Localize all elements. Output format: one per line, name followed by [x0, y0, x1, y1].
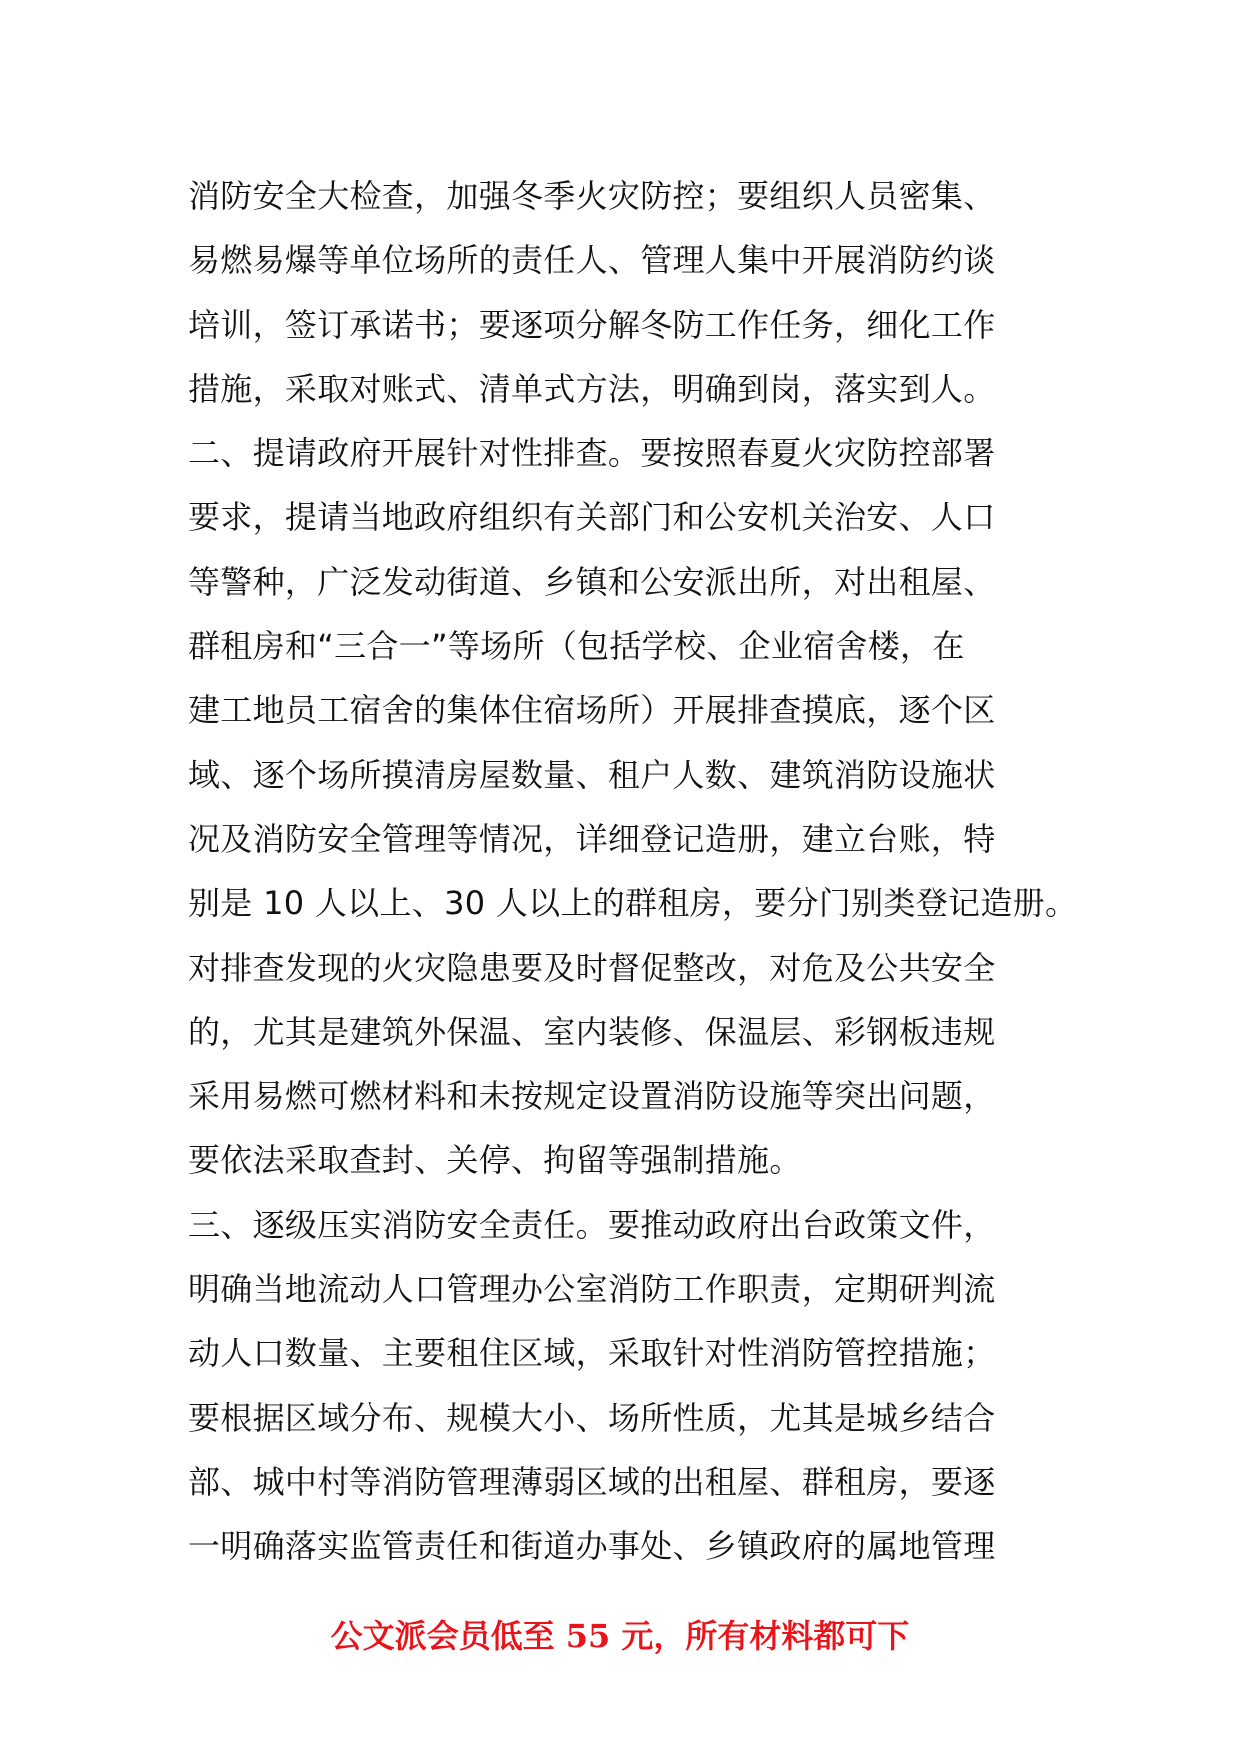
- text-line: 明确当地流动人口管理办公室消防工作职责，定期研判流: [188, 1270, 996, 1309]
- section-heading-line: 三、逐级压实消防安全责任。要推动政府出台政策文件，: [188, 1205, 996, 1244]
- text-line: 采用易燃可燃材料和未按规定设置消防设施等突出问题，: [188, 1077, 996, 1116]
- text-line: 动人口数量、主要租住区域，采取针对性消防管控措施；: [188, 1334, 996, 1373]
- text-line: 消防安全大检查，加强冬季火灾防控；要组织人员密集、: [188, 177, 996, 215]
- text-line: 别是 10 人以上、30 人以上的群租房，要分门别类登记造册。: [188, 884, 1078, 923]
- promo-footer: 公文派会员低至 55 元，所有材料都可下: [330, 1617, 910, 1655]
- text-line: 一明确落实监管责任和街道办事处、乡镇政府的属地管理: [188, 1527, 996, 1566]
- document-body: [188, 164, 1078, 1579]
- text-line: 要依法采取查封、关停、拘留等强制措施。: [188, 1141, 802, 1180]
- text-line: 措施，采取对账式、清单式方法，明确到岗，落实到人。: [188, 369, 996, 408]
- text-line: 要求，提请当地政府组织有关部门和公安机关治安、人口: [188, 498, 996, 537]
- text-line: 培训，签订承诺书；要逐项分解冬防工作任务，细化工作: [188, 305, 996, 344]
- section-heading-line: 二、提请政府开展针对性排查。要按照春夏火灾防控部署: [188, 434, 996, 473]
- text-line: 况及消防安全管理等情况，详细登记造册，建立台账，特: [188, 819, 996, 858]
- text-line: 群租房和“三合一”等场所（包括学校、企业宿舍楼，在: [188, 627, 965, 666]
- text-line: 易燃易爆等单位场所的责任人、管理人集中开展消防约谈: [188, 241, 996, 280]
- text-line: 等警种，广泛发动街道、乡镇和公安派出所，对出租屋、: [188, 562, 996, 601]
- text-line: 域、逐个场所摸清房屋数量、租户人数、建筑消防设施状: [188, 755, 996, 794]
- text-line: 要根据区域分布、规模大小、场所性质，尤其是城乡结合: [188, 1398, 996, 1437]
- text-line: 对排查发现的火灾隐患要及时督促整改，对危及公共安全: [188, 948, 996, 987]
- text-line: 建工地员工宿舍的集体住宿场所）开展排查摸底，逐个区: [188, 691, 996, 730]
- text-line: 部、城中村等消防管理薄弱区域的出租屋、群租房，要逐: [188, 1462, 996, 1501]
- text-line: 的，尤其是建筑外保温、室内装修、保温层、彩钢板违规: [188, 1012, 996, 1051]
